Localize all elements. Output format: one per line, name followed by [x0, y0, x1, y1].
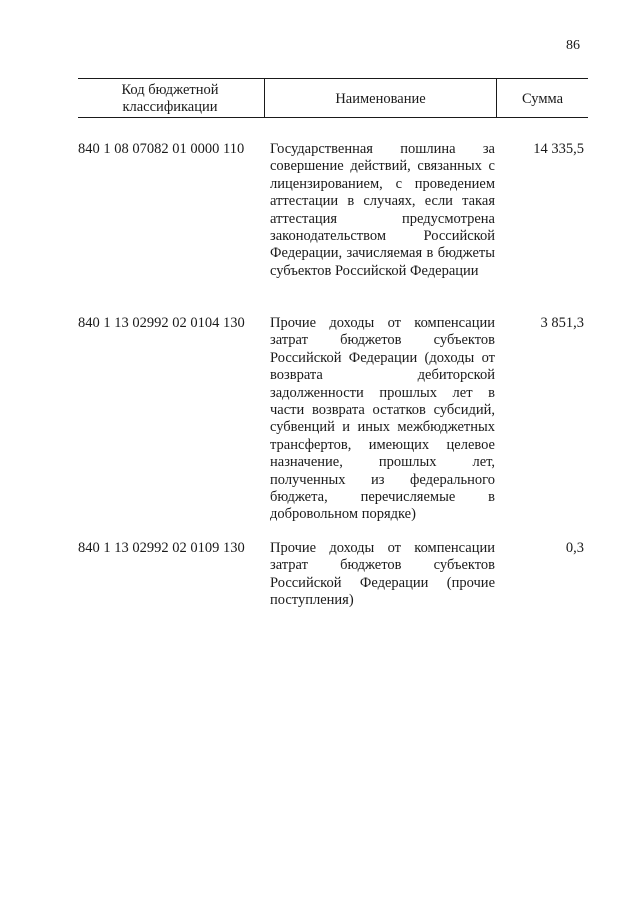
table-top-rule — [78, 78, 588, 79]
header-name: Наименование — [335, 91, 426, 107]
row-name: Прочие доходы от компенсации затрат бюджетов субъектов Российской Федерации (доходы от возврата дебиторской задолженности прошлых лет в части возврата остатков субсидий, субвенций и иных межбюджетных трансфертов, имеющих целевое назначение, прошлых лет, полученных из федерального бюджета, перечисляемые в добровольном порядке) — [270, 315, 495, 523]
row-name: Государственная пошлина за совершение действий, связанных с лицензированием, с проведением аттестации в случаях, если такая аттестация предусмотрена законодательством Российской Федерации, зачисляемая в бюджеты субъектов Российской Федерации — [270, 141, 495, 279]
table-header-bottom-rule — [78, 117, 588, 118]
row-sum: 0,3 — [565, 540, 584, 556]
row-code: 840 1 13 02992 02 0104 130 — [78, 315, 245, 331]
page-number: 86 — [566, 38, 580, 53]
row-code: 840 1 08 07082 01 0000 110 — [78, 141, 245, 157]
row-sum: 3 851,3 — [540, 315, 584, 331]
header-code: Код бюджетной классификации — [121, 82, 219, 115]
row-name: Прочие доходы от компенсации затрат бюджетов субъектов Российской Федерации (прочие поступления) — [270, 540, 495, 609]
row-sum: 14 335,5 — [533, 141, 584, 157]
row-code: 840 1 13 02992 02 0109 130 — [78, 540, 245, 556]
header-sum: Сумма — [521, 91, 564, 107]
